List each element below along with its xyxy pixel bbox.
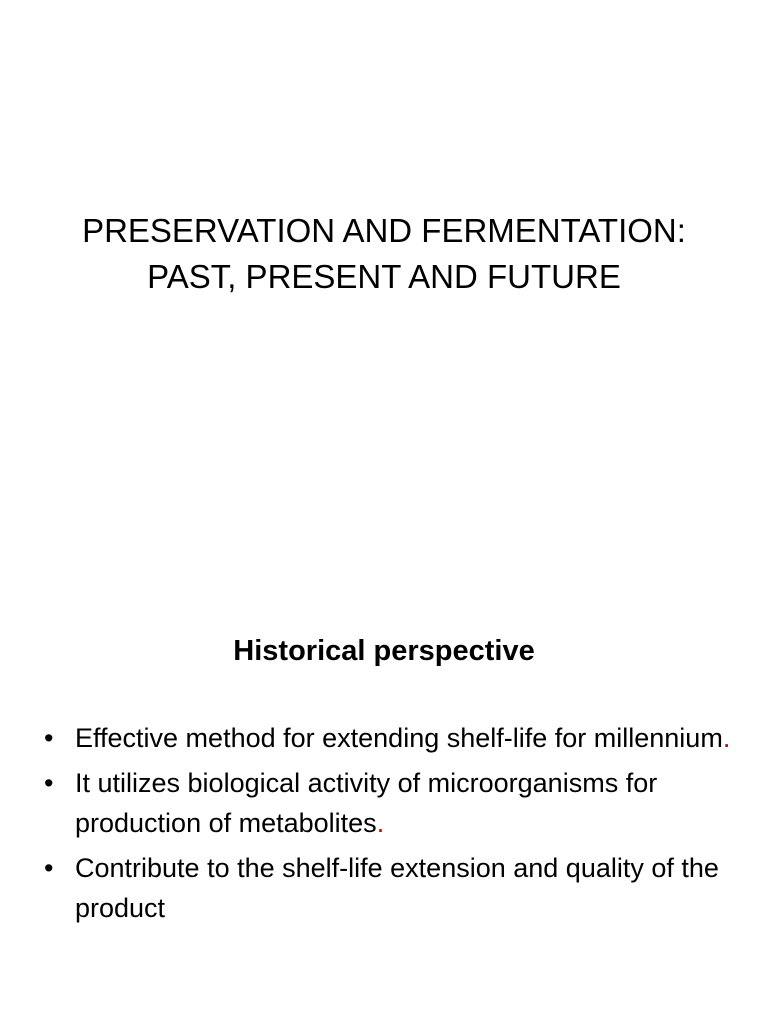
bullet-end-mark: .: [376, 808, 385, 838]
bullet-text: Contribute to the shelf-life extension and quality of the product: [75, 853, 719, 923]
title-line-2: PAST, PRESENT AND FUTURE: [147, 258, 621, 295]
content-slide: [0, 576, 768, 1024]
bullet-list: [44, 718, 738, 933]
bullet-text: Effective method for extending shelf-life for millennium: [75, 723, 723, 753]
bullet-item: [44, 848, 738, 928]
slide-heading: Historical perspective: [233, 635, 535, 667]
bullet-text: It utilizes biological activity of microorganisms for production of metabolites: [75, 768, 658, 838]
bullet-item: [44, 718, 738, 758]
title-line-1: PRESERVATION AND FERMENTATION:: [82, 212, 686, 249]
presentation-title: [40, 208, 728, 300]
bullet-end-mark: .: [722, 723, 731, 753]
bullet-dot-icon: •: [44, 723, 54, 753]
bullet-dot-icon: •: [44, 768, 54, 798]
bullet-dot-icon: •: [44, 853, 54, 883]
bullet-item: [44, 763, 738, 843]
